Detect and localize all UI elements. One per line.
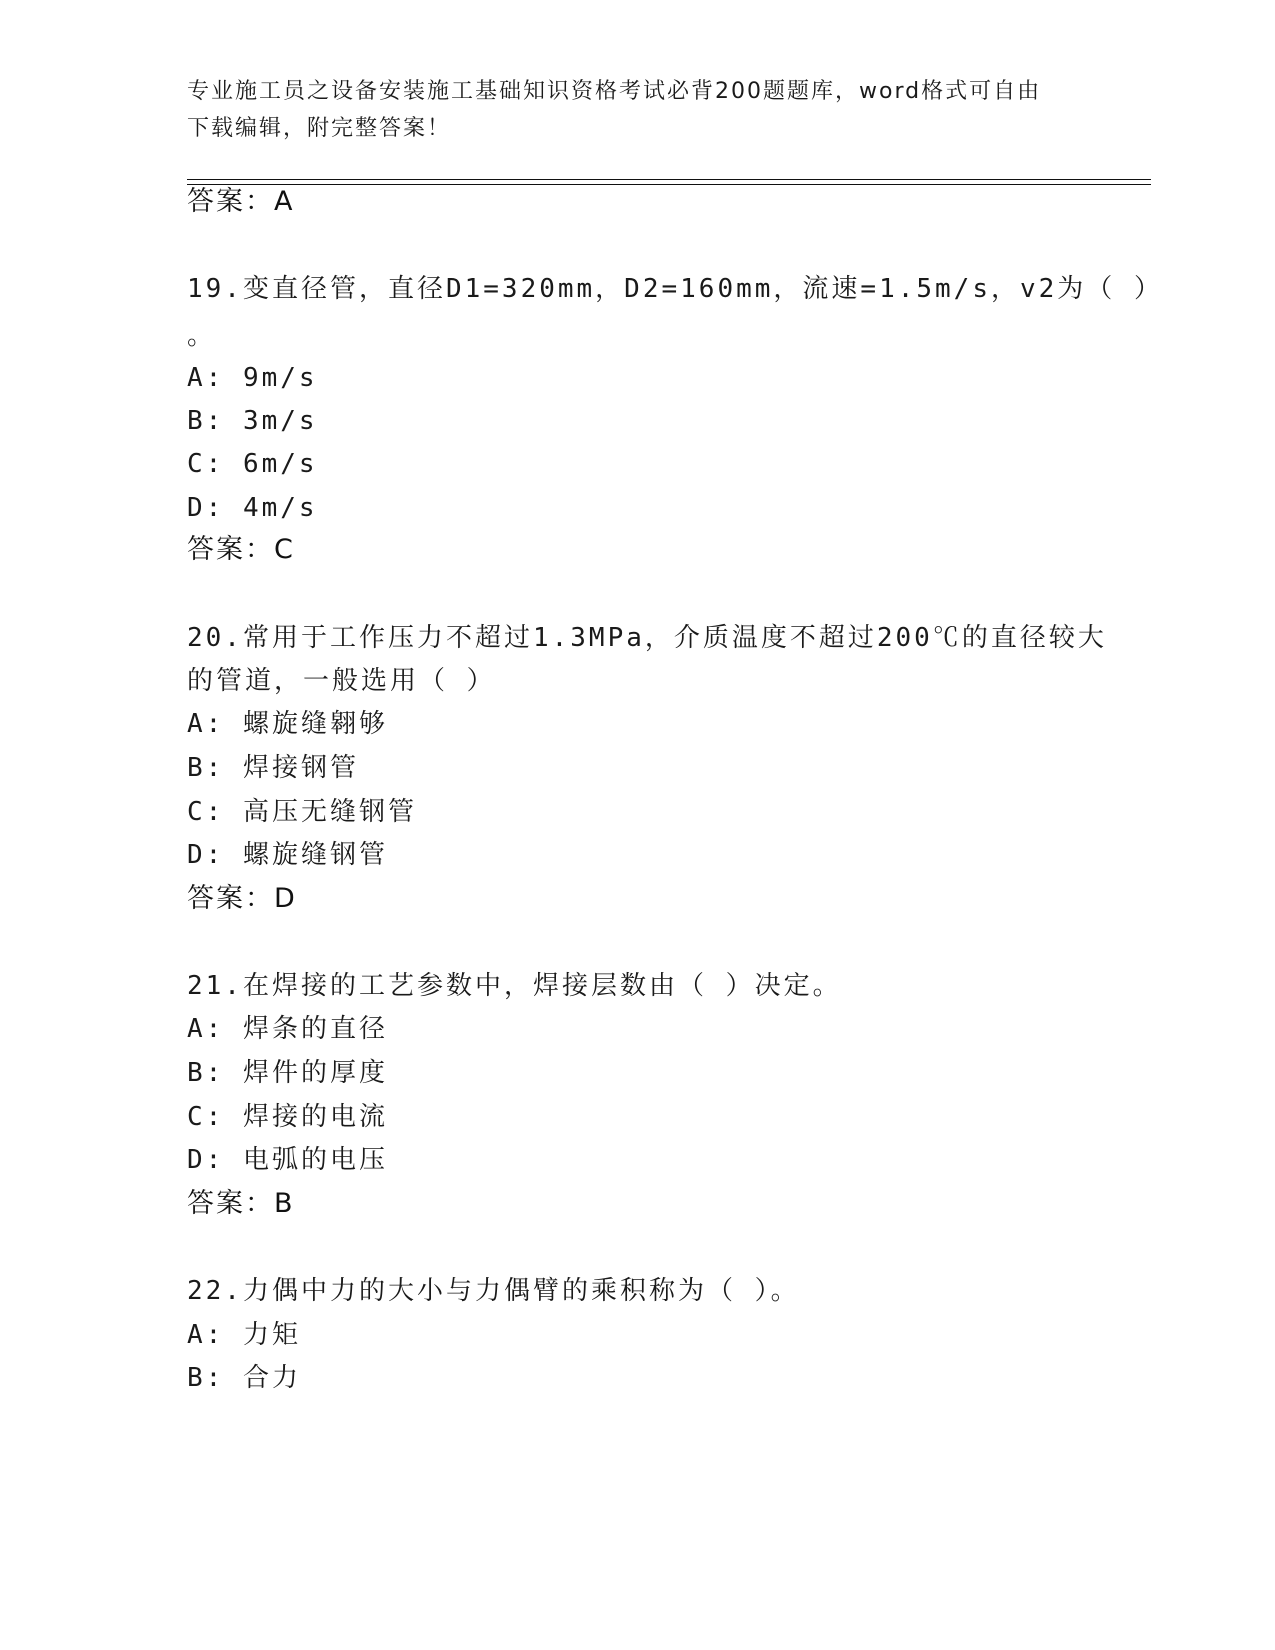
option-c: C: 焊接的电流 bbox=[187, 1102, 388, 1132]
question-stem: 21.在焊接的工艺参数中，焊接层数由（ ）决定。 bbox=[187, 971, 842, 1001]
document-header bbox=[187, 73, 1087, 147]
question-stem-continued: 的管道，一般选用（ ） bbox=[187, 666, 496, 696]
question-stem-continued: 。 bbox=[187, 321, 217, 351]
question-stem: 22.力偶中力的大小与力偶臂的乘积称为（ ）。 bbox=[187, 1276, 800, 1306]
header-divider-top bbox=[187, 179, 1151, 180]
question-stem: 19.变直径管，直径D1=320mm，D2=160mm，流速=1.5m/s，v2为（ ） bbox=[187, 274, 1163, 304]
header-line-1: 专业施工员之设备安装施工基础知识资格考试必背200题题库，word格式可自由 bbox=[187, 79, 1042, 104]
answer: 答案：D bbox=[187, 883, 297, 914]
option-b: B: 焊接钢管 bbox=[187, 753, 359, 783]
option-a: A: 螺旋缝翱够 bbox=[187, 709, 388, 739]
answer: 答案：B bbox=[187, 1188, 295, 1219]
option-b: B: 焊件的厚度 bbox=[187, 1058, 388, 1088]
option-d: D: 4m/s bbox=[187, 493, 318, 523]
option-a: A: 9m/s bbox=[187, 363, 318, 393]
answer: 答案：C bbox=[187, 534, 295, 565]
previous-answer: 答案：A bbox=[187, 186, 295, 217]
option-a: A: 焊条的直径 bbox=[187, 1014, 388, 1044]
option-b: B: 3m/s bbox=[187, 406, 318, 436]
option-c: C: 6m/s bbox=[187, 449, 318, 479]
option-d: D: 螺旋缝钢管 bbox=[187, 840, 388, 870]
option-b: B: 合力 bbox=[187, 1363, 301, 1393]
question-stem: 20.常用于工作压力不超过1.3MPa，介质温度不超过200℃的直径较大 bbox=[187, 623, 1107, 653]
header-line-2: 下载编辑，附完整答案！ bbox=[187, 116, 452, 141]
header-divider-bottom bbox=[187, 184, 1151, 185]
option-c: C: 高压无缝钢管 bbox=[187, 797, 417, 827]
option-d: D: 电弧的电压 bbox=[187, 1145, 388, 1175]
option-a: A: 力矩 bbox=[187, 1320, 301, 1350]
